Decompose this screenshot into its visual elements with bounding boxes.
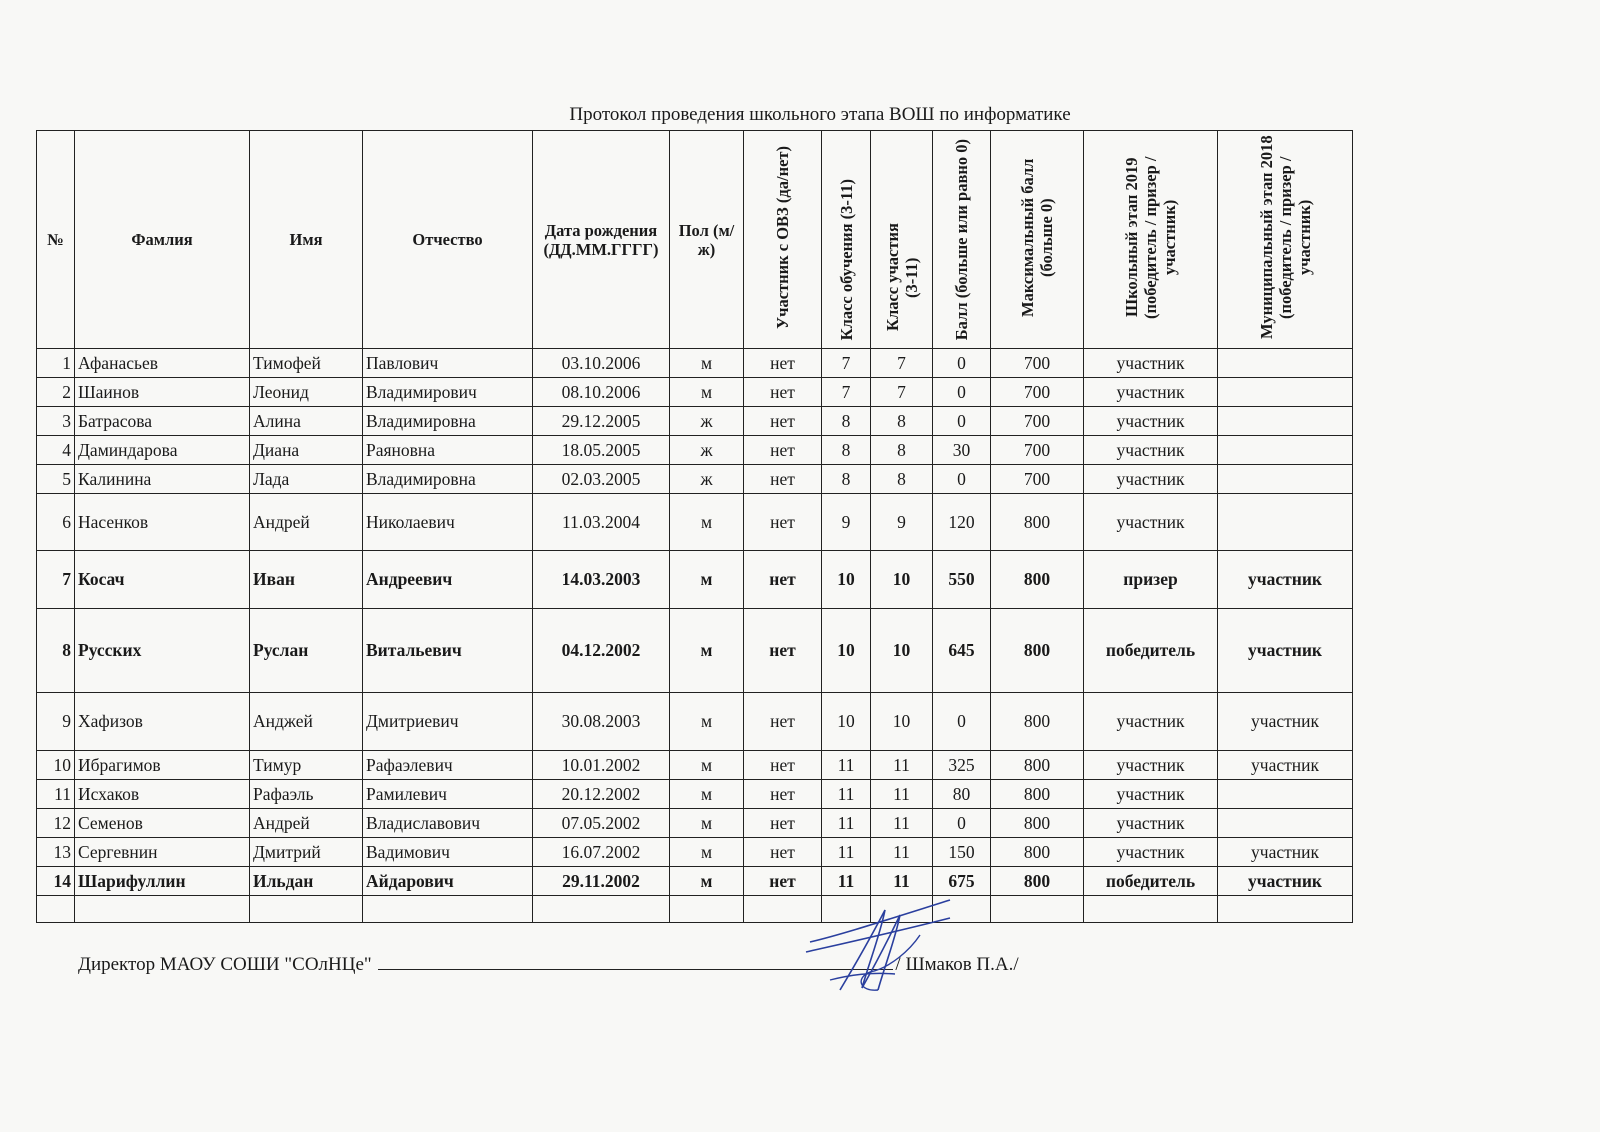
max-score-cell: 700 [991,349,1084,378]
first-name-cell: Тимофей [250,349,363,378]
table-row [37,780,1353,809]
max-score-cell: 800 [991,780,1084,809]
header-number: № [37,131,75,349]
sex-cell: м [670,378,744,407]
ovz-cell: нет [744,349,822,378]
grade-cell: 10 [822,609,871,693]
sex-cell: м [670,494,744,551]
header-max-score-text: Максимальный балл (больше 0) [1018,158,1056,317]
birth-date-cell: 16.07.2002 [533,838,670,867]
municipal-stage-cell [1218,407,1353,436]
sex-cell: м [670,751,744,780]
middle-name-cell: Рафаэлевич [363,751,533,780]
grade-participation-cell: 11 [871,838,933,867]
school-stage-cell: призер [1084,551,1218,609]
middle-name-cell: Витальевич [363,609,533,693]
header-municipal-stage [1218,131,1353,349]
birth-date-cell: 08.10.2006 [533,378,670,407]
municipal-stage-cell: участник [1218,867,1353,896]
grade-cell: 8 [822,436,871,465]
score-cell: 675 [933,867,991,896]
max-score-cell: 800 [991,838,1084,867]
middle-name-cell: Андреевич [363,551,533,609]
last-name-cell: Калинина [75,465,250,494]
school-stage-cell: участник [1084,465,1218,494]
grade-participation-cell: 11 [871,751,933,780]
grade-participation-cell: 8 [871,465,933,494]
table-row [37,809,1353,838]
sex-cell: ж [670,436,744,465]
header-grade-participation-text: Класс участия (3-11) [882,223,921,332]
score-cell: 0 [933,693,991,751]
header-school-stage-text: Школьный этап 2019 (победитель / призер / участник) [1122,156,1179,319]
score-cell: 0 [933,407,991,436]
empty-cell [1084,896,1218,923]
row-number: 14 [37,867,75,896]
school-stage-cell: участник [1084,407,1218,436]
ovz-cell: нет [744,407,822,436]
director-name: / Шмаков П.А./ [895,954,1019,975]
score-cell: 120 [933,494,991,551]
municipal-stage-cell [1218,465,1353,494]
max-score-cell: 700 [991,407,1084,436]
empty-cell [1218,896,1353,923]
max-score-cell: 800 [991,693,1084,751]
row-number: 10 [37,751,75,780]
school-stage-cell: участник [1084,780,1218,809]
sex-cell: м [670,809,744,838]
birth-date-cell: 20.12.2002 [533,780,670,809]
table-body [37,349,1353,923]
grade-cell: 7 [822,349,871,378]
middle-name-cell: Владимировна [363,407,533,436]
score-cell: 325 [933,751,991,780]
school-stage-cell: участник [1084,693,1218,751]
municipal-stage-cell: участник [1218,609,1353,693]
table-row [37,349,1353,378]
grade-cell: 8 [822,407,871,436]
header-school-stage [1084,131,1218,349]
sex-cell: ж [670,407,744,436]
sex-cell: м [670,609,744,693]
school-stage-cell: участник [1084,809,1218,838]
protocol-table [36,130,1353,923]
first-name-cell: Андрей [250,494,363,551]
table-row [37,378,1353,407]
sex-cell: м [670,693,744,751]
municipal-stage-cell [1218,349,1353,378]
first-name-cell: Лада [250,465,363,494]
first-name-cell: Андрей [250,809,363,838]
row-number: 13 [37,838,75,867]
row-number: 7 [37,551,75,609]
empty-row [37,896,1353,923]
middle-name-cell: Айдарович [363,867,533,896]
score-cell: 0 [933,465,991,494]
empty-cell [991,896,1084,923]
handwritten-signature [800,880,960,1020]
max-score-cell: 700 [991,436,1084,465]
max-score-cell: 700 [991,465,1084,494]
last-name-cell: Шаинов [75,378,250,407]
municipal-stage-cell [1218,436,1353,465]
birth-date-cell: 30.08.2003 [533,693,670,751]
birth-date-cell: 11.03.2004 [533,494,670,551]
first-name-cell: Алина [250,407,363,436]
row-number: 12 [37,809,75,838]
grade-participation-cell: 8 [871,407,933,436]
grade-participation-cell: 11 [871,809,933,838]
birth-date-cell: 29.11.2002 [533,867,670,896]
table-row [37,551,1353,609]
document-title: Протокол проведения школьного этапа ВОШ по информатике [569,104,1071,125]
ovz-cell: нет [744,867,822,896]
header-grade [822,131,871,349]
grade-cell: 11 [822,751,871,780]
max-score-cell: 800 [991,751,1084,780]
birth-date-cell: 02.03.2005 [533,465,670,494]
municipal-stage-cell [1218,809,1353,838]
header-sex: Пол (м/ж) [670,131,744,349]
grade-participation-cell: 10 [871,551,933,609]
header-score-text: Балл (больше или равно 0) [952,138,971,340]
last-name-cell: Насенков [75,494,250,551]
birth-date-cell: 03.10.2006 [533,349,670,378]
max-score-cell: 800 [991,551,1084,609]
grade-cell: 7 [822,378,871,407]
sex-cell: м [670,349,744,378]
grade-cell: 8 [822,465,871,494]
table-row [37,867,1353,896]
row-number: 6 [37,494,75,551]
school-stage-cell: участник [1084,751,1218,780]
birth-date-cell: 04.12.2002 [533,609,670,693]
last-name-cell: Исхаков [75,780,250,809]
empty-cell [533,896,670,923]
max-score-cell: 800 [991,867,1084,896]
birth-date-cell: 29.12.2005 [533,407,670,436]
school-stage-cell: участник [1084,838,1218,867]
header-row [37,131,1353,349]
ovz-cell: нет [744,465,822,494]
middle-name-cell: Николаевич [363,494,533,551]
score-cell: 80 [933,780,991,809]
municipal-stage-cell [1218,780,1353,809]
school-stage-cell: победитель [1084,609,1218,693]
last-name-cell: Шарифуллин [75,867,250,896]
grade-participation-cell: 8 [871,436,933,465]
birth-date-cell: 10.01.2002 [533,751,670,780]
table-row [37,494,1353,551]
grade-participation-cell: 7 [871,349,933,378]
score-cell: 550 [933,551,991,609]
max-score-cell: 800 [991,494,1084,551]
middle-name-cell: Раяновна [363,436,533,465]
birth-date-cell: 14.03.2003 [533,551,670,609]
row-number: 8 [37,609,75,693]
grade-participation-cell: 10 [871,609,933,693]
table-row [37,609,1353,693]
last-name-cell: Косач [75,551,250,609]
sex-cell: м [670,780,744,809]
ovz-cell: нет [744,693,822,751]
ovz-cell: нет [744,378,822,407]
empty-cell [250,896,363,923]
last-name-cell: Семенов [75,809,250,838]
birth-date-cell: 18.05.2005 [533,436,670,465]
last-name-cell: Даминдарова [75,436,250,465]
header-score [933,131,991,349]
ovz-cell: нет [744,609,822,693]
header-municipal-stage-text: Муниципальный этап 2018 (победитель / призер / участник) [1256,135,1314,340]
municipal-stage-cell [1218,494,1353,551]
middle-name-cell: Владиславович [363,809,533,838]
sex-cell: м [670,838,744,867]
birth-date-cell: 07.05.2002 [533,809,670,838]
middle-name-cell: Вадимович [363,838,533,867]
empty-cell [670,896,744,923]
score-cell: 645 [933,609,991,693]
first-name-cell: Тимур [250,751,363,780]
school-stage-cell: участник [1084,378,1218,407]
table-row [37,465,1353,494]
table-row [37,838,1353,867]
school-stage-cell: участник [1084,436,1218,465]
header-last-name: Фамлия [75,131,250,349]
middle-name-cell: Владимировна [363,465,533,494]
grade-participation-cell: 7 [871,378,933,407]
header-max-score [991,131,1084,349]
header-middle-name: Отчество [363,131,533,349]
row-number: 1 [37,349,75,378]
last-name-cell: Афанасьев [75,349,250,378]
school-stage-cell: участник [1084,349,1218,378]
grade-participation-cell: 9 [871,494,933,551]
middle-name-cell: Владимирович [363,378,533,407]
row-number: 9 [37,693,75,751]
score-cell: 0 [933,349,991,378]
first-name-cell: Анджей [250,693,363,751]
max-score-cell: 700 [991,378,1084,407]
grade-cell: 11 [822,867,871,896]
table-row [37,407,1353,436]
municipal-stage-cell: участник [1218,838,1353,867]
middle-name-cell: Павлович [363,349,533,378]
ovz-cell: нет [744,436,822,465]
first-name-cell: Диана [250,436,363,465]
middle-name-cell: Рамилевич [363,780,533,809]
municipal-stage-cell: участник [1218,551,1353,609]
table-row [37,436,1353,465]
row-number: 11 [37,780,75,809]
ovz-cell: нет [744,751,822,780]
empty-cell [75,896,250,923]
score-cell: 30 [933,436,991,465]
ovz-cell: нет [744,809,822,838]
header-grade-participation [871,131,933,349]
first-name-cell: Рафаэль [250,780,363,809]
header-birth-date: Дата рождения (ДД.ММ.ГГГГ) [533,131,670,349]
sex-cell: м [670,867,744,896]
row-number: 2 [37,378,75,407]
max-score-cell: 800 [991,609,1084,693]
row-number: 4 [37,436,75,465]
header-first-name: Имя [250,131,363,349]
last-name-cell: Хафизов [75,693,250,751]
sex-cell: м [670,551,744,609]
middle-name-cell: Дмитриевич [363,693,533,751]
ovz-cell: нет [744,494,822,551]
last-name-cell: Сергевнин [75,838,250,867]
grade-cell: 10 [822,551,871,609]
grade-cell: 11 [822,780,871,809]
grade-cell: 10 [822,693,871,751]
last-name-cell: Ибрагимов [75,751,250,780]
row-number: 3 [37,407,75,436]
municipal-stage-cell: участник [1218,751,1353,780]
first-name-cell: Дмитрий [250,838,363,867]
header-ovz [744,131,822,349]
score-cell: 150 [933,838,991,867]
ovz-cell: нет [744,551,822,609]
sex-cell: ж [670,465,744,494]
school-stage-cell: победитель [1084,867,1218,896]
header-ovz-text: Участник с ОВЗ (да/нет) [773,146,792,329]
last-name-cell: Русских [75,609,250,693]
empty-cell [363,896,533,923]
score-cell: 0 [933,809,991,838]
table-row [37,751,1353,780]
table-row [37,693,1353,751]
first-name-cell: Ильдан [250,867,363,896]
director-label: Директор МАОУ СОШИ "СОлНЦе" [78,954,372,975]
first-name-cell: Руслан [250,609,363,693]
max-score-cell: 800 [991,809,1084,838]
school-stage-cell: участник [1084,494,1218,551]
row-number: 5 [37,465,75,494]
first-name-cell: Иван [250,551,363,609]
grade-cell: 9 [822,494,871,551]
header-grade-text: Класс обучения (3-11) [836,178,856,340]
grade-participation-cell: 10 [871,693,933,751]
first-name-cell: Леонид [250,378,363,407]
last-name-cell: Батрасова [75,407,250,436]
empty-cell [37,896,75,923]
grade-participation-cell: 11 [871,867,933,896]
grade-cell: 11 [822,809,871,838]
score-cell: 0 [933,378,991,407]
ovz-cell: нет [744,780,822,809]
grade-participation-cell: 11 [871,780,933,809]
municipal-stage-cell: участник [1218,693,1353,751]
grade-cell: 11 [822,838,871,867]
ovz-cell: нет [744,838,822,867]
municipal-stage-cell [1218,378,1353,407]
